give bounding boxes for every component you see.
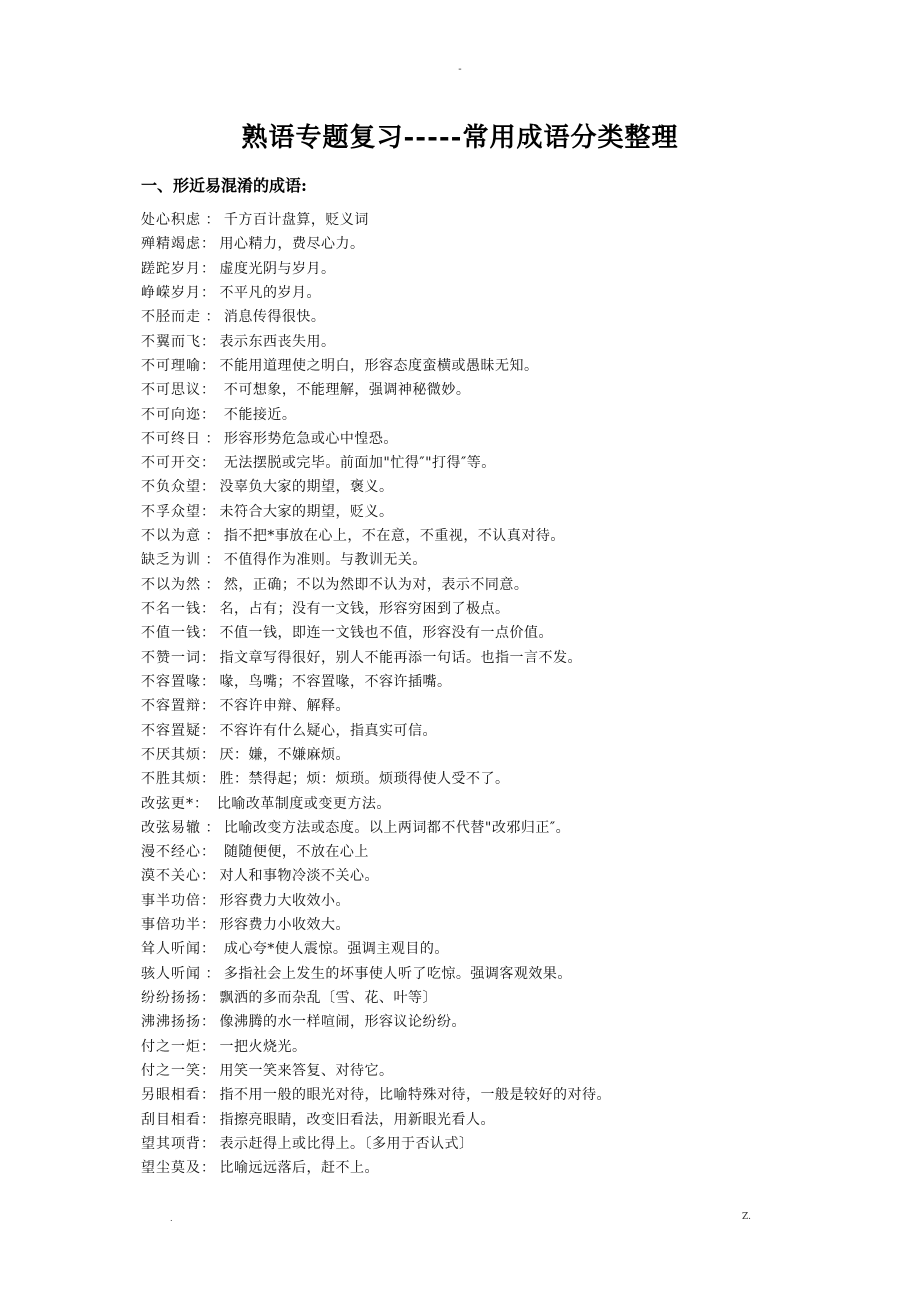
idiom-definition: 一把火烧光。 <box>219 1038 307 1055</box>
idiom-definition: 不容许申辩、解释。 <box>219 698 350 715</box>
idiom-entry <box>141 500 781 524</box>
idiom-definition: 不容许有什么疑心，指真实可信。 <box>219 722 437 739</box>
idiom-entry <box>141 330 781 354</box>
idiom-definition: 表示东西丧失用。 <box>219 333 336 350</box>
idiom-entry <box>141 743 781 767</box>
idiom-entry <box>141 257 781 281</box>
idiom-definition: 对人和事物冷淡不关心。 <box>219 868 379 885</box>
separator: ： <box>201 503 220 520</box>
idiom-term: 另眼相看 <box>141 1087 201 1104</box>
idiom-term: 付之一炬 <box>141 1038 201 1055</box>
idiom-term: 不可终日 <box>141 430 201 447</box>
idiom-term: 改弦更* <box>141 795 194 812</box>
idiom-term: 不可开交 <box>141 455 201 472</box>
idiom-entry <box>141 548 781 572</box>
idiom-term: 不容置喙 <box>141 673 201 690</box>
idiom-definition: 形容形势危急或心中惶恐。 <box>223 430 398 447</box>
idiom-term: 不以为意 <box>141 528 201 545</box>
idiom-definition: 不可想象，不能理解，强调神秘微妙。 <box>223 382 471 399</box>
separator: ： <box>201 1160 220 1177</box>
separator: ： <box>201 1135 220 1152</box>
idiom-term: 改弦易辙 <box>141 819 201 836</box>
idiom-entry <box>141 719 781 743</box>
idiom-entry <box>141 403 781 427</box>
idiom-definition: 不能接近。 <box>223 406 297 423</box>
idiom-term: 望尘莫及 <box>141 1160 201 1177</box>
separator: ： <box>201 528 224 545</box>
idiom-entry <box>141 646 781 670</box>
idiom-term: 不值一钱 <box>141 625 201 642</box>
idiom-entry <box>141 305 781 329</box>
idiom-definition: 形容费力小收效大。 <box>219 917 350 934</box>
idiom-term: 望其项背 <box>141 1135 201 1152</box>
idiom-term: 不厌其烦 <box>141 746 201 763</box>
idiom-term: 不以为然 <box>141 576 201 593</box>
idiom-definition: 成心夸*使人震惊。强调主观目的。 <box>223 941 449 958</box>
idiom-definition: 指擦亮眼睛，改变旧看法，用新眼光看人。 <box>219 1111 495 1128</box>
idiom-entry <box>141 1156 781 1180</box>
idiom-term: 耸人听闻 <box>141 941 201 958</box>
idiom-definition: 飘洒的多而杂乱〔雪、花、叶等〕 <box>219 990 437 1006</box>
idiom-entry <box>141 1035 781 1059</box>
idiom-term: 沸沸扬扬 <box>141 1014 201 1031</box>
idiom-entry <box>141 962 781 986</box>
idiom-term: 缺乏为训 <box>141 552 201 569</box>
separator: ： <box>201 1087 220 1104</box>
idiom-definition: 没辜负大家的期望，褒义。 <box>219 479 394 496</box>
idiom-term: 不名一钱 <box>141 601 201 617</box>
separator: ： <box>201 1062 220 1079</box>
idiom-definition: 指不用一般的眼光对待，比喻特殊对待，一般是较好的对待。 <box>219 1087 611 1104</box>
idiom-entry <box>141 864 781 888</box>
idiom-entry <box>141 281 781 305</box>
footer-right-mark: Z. <box>742 1212 751 1222</box>
idiom-entry <box>141 1132 781 1156</box>
idiom-definition: 表示赶得上或比得上。〔多用于否认式〕 <box>219 1135 474 1152</box>
separator: ： <box>201 455 224 472</box>
idiom-term: 不孚众望 <box>141 503 201 520</box>
idiom-definition: 未符合大家的期望，贬义。 <box>219 503 394 520</box>
separator: ： <box>201 965 224 982</box>
separator: ： <box>201 284 220 301</box>
idiom-definition: 随随便便，不放在心上 <box>223 844 369 861</box>
idiom-definition: 不值一钱，即连一文钱也不值，形容没有一点价值。 <box>219 625 553 642</box>
separator: ： <box>201 309 224 326</box>
separator: ： <box>201 212 224 228</box>
idiom-definition: 不能用道理使之明白，形容态度蛮横或愚昧无知。 <box>219 357 539 374</box>
idiom-definition: 比喻远远落后，赶不上。 <box>219 1160 379 1177</box>
idiom-entry <box>141 937 781 961</box>
separator: ： <box>201 236 220 253</box>
separator: ： <box>201 1038 220 1055</box>
idiom-term: 不可理喻 <box>141 357 201 374</box>
idiom-entry <box>141 889 781 913</box>
separator: ： <box>201 673 220 690</box>
idiom-entry <box>141 816 781 840</box>
idiom-term: 不翼而飞 <box>141 333 201 350</box>
section-heading: 一、形近易混淆的成语: <box>141 176 307 195</box>
idiom-term: 不胫而走 <box>141 309 201 326</box>
separator: ： <box>201 649 220 666</box>
idiom-entry <box>141 670 781 694</box>
idiom-term: 蹉跎岁月 <box>141 260 201 277</box>
idiom-definition: 指不把*事放在心上，不在意，不重视，不认真对待。 <box>223 528 565 545</box>
idiom-term: 漫不经心 <box>141 844 201 861</box>
idiom-definition: 不值得作为准则。与教训无关。 <box>223 552 427 569</box>
idiom-term: 处心积虑 <box>141 212 201 228</box>
idiom-term: 不可向迩 <box>141 406 201 423</box>
separator: ： <box>201 844 224 861</box>
separator: ： <box>201 722 220 739</box>
idiom-term: 付之一笑 <box>141 1062 201 1079</box>
separator: ： <box>201 357 220 374</box>
separator: ： <box>201 941 224 958</box>
header-mark: - <box>458 64 462 75</box>
idiom-term: 不胜其烦 <box>141 771 201 788</box>
idiom-definition: 无法摆脱或完毕。前面加"忙得″"打得″等。 <box>223 455 496 472</box>
idiom-entry <box>141 597 781 621</box>
separator: ： <box>201 333 220 350</box>
idiom-definition: 不平凡的岁月。 <box>219 284 321 301</box>
idiom-entry <box>141 913 781 937</box>
idiom-entry <box>141 451 781 475</box>
separator: ： <box>201 771 220 788</box>
separator: ： <box>201 868 220 885</box>
separator: ： <box>201 552 224 569</box>
separator: ： <box>201 917 220 934</box>
idiom-term: 峥嵘岁月 <box>141 284 201 301</box>
idiom-entry <box>141 573 781 597</box>
idiom-entry <box>141 1108 781 1132</box>
idiom-definition: 比喻改变方法或态度。以上两词都不代替"改邪归正″。 <box>223 819 571 836</box>
idiom-entry <box>141 475 781 499</box>
idiom-term: 事半功倍 <box>141 892 201 909</box>
idiom-entry <box>141 767 781 791</box>
idiom-definition: 胜：禁得起；烦：烦琐。烦琐得使人受不了。 <box>219 771 510 788</box>
idiom-definition: 用笑一笑来答复、对待它。 <box>219 1062 394 1079</box>
idiom-term: 漠不关心 <box>141 868 201 885</box>
idiom-definition: 消息传得很快。 <box>223 309 326 326</box>
separator: ： <box>201 892 220 909</box>
separator: ： <box>201 1111 220 1128</box>
separator: ： <box>201 479 220 496</box>
separator: ： <box>201 1014 220 1031</box>
idiom-definition: 像沸腾的水一样喧闹，形容议论纷纷。 <box>219 1014 466 1031</box>
idiom-entry <box>141 840 781 864</box>
idiom-entry <box>141 354 781 378</box>
separator: ： <box>201 819 224 836</box>
idiom-term: 不容置辩 <box>141 698 201 715</box>
footer-left-mark: . <box>170 1214 173 1223</box>
idiom-entry <box>141 427 781 451</box>
idiom-definition: 然，正确；不以为然即不认为对，表示不同意。 <box>223 576 529 593</box>
idiom-list <box>141 208 781 1181</box>
idiom-term: 不容置疑 <box>141 722 201 739</box>
idiom-term: 不赞一词 <box>141 649 201 666</box>
idiom-definition: 虚度光阴与岁月。 <box>219 260 336 277</box>
separator: ： <box>201 406 224 423</box>
idiom-entry <box>141 1010 781 1034</box>
idiom-term: 不负众望 <box>141 479 201 496</box>
idiom-definition: 指文章写得很好，别人不能再添一句话。也指一言不发。 <box>219 649 582 666</box>
idiom-term: 不可思议 <box>141 382 201 399</box>
idiom-definition: 喙，鸟嘴；不容置喙，不容许插嘴。 <box>219 673 452 690</box>
idiom-entry <box>141 378 781 402</box>
separator: ： <box>201 601 220 617</box>
page-title: 熟语专题复习-----常用成语分类整理 <box>241 123 679 153</box>
idiom-entry <box>141 792 781 816</box>
idiom-entry <box>141 986 781 1010</box>
idiom-entry <box>141 232 781 256</box>
idiom-entry <box>141 208 781 232</box>
idiom-term: 刮目相看 <box>141 1111 201 1128</box>
idiom-entry <box>141 524 781 548</box>
idiom-definition: 形容费力大收效小。 <box>219 892 350 909</box>
idiom-term: 纷纷扬扬 <box>141 990 201 1006</box>
idiom-term: 事倍功半 <box>141 917 201 934</box>
idiom-entry <box>141 1083 781 1107</box>
idiom-term: 骇人听闻 <box>141 965 201 982</box>
separator: ： <box>201 382 224 399</box>
idiom-definition: 千方百计盘算，贬义词 <box>223 212 369 228</box>
separator: ： <box>201 576 224 593</box>
idiom-entry <box>141 1059 781 1083</box>
separator: ： <box>201 430 224 447</box>
idiom-definition: 多指社会上发生的坏事使人听了吃惊。强调客观效果。 <box>223 965 572 982</box>
idiom-definition: 比喻改革制度或变更方法。 <box>216 795 391 812</box>
idiom-entry <box>141 621 781 645</box>
idiom-definition: 用心精力，费尽心力。 <box>219 236 365 253</box>
idiom-definition: 名，占有；没有一文钱，形容穷困到了极点。 <box>219 601 510 617</box>
idiom-entry <box>141 694 781 718</box>
idiom-definition: 厌：嫌，不嫌麻烦。 <box>219 746 350 763</box>
idiom-term: 殚精竭虑 <box>141 236 201 253</box>
separator: ： <box>201 698 220 715</box>
separator: ： <box>201 260 220 277</box>
separator: ： <box>201 625 220 642</box>
separator: ： <box>201 746 220 763</box>
separator: ： <box>194 795 217 812</box>
separator: ： <box>201 990 220 1006</box>
